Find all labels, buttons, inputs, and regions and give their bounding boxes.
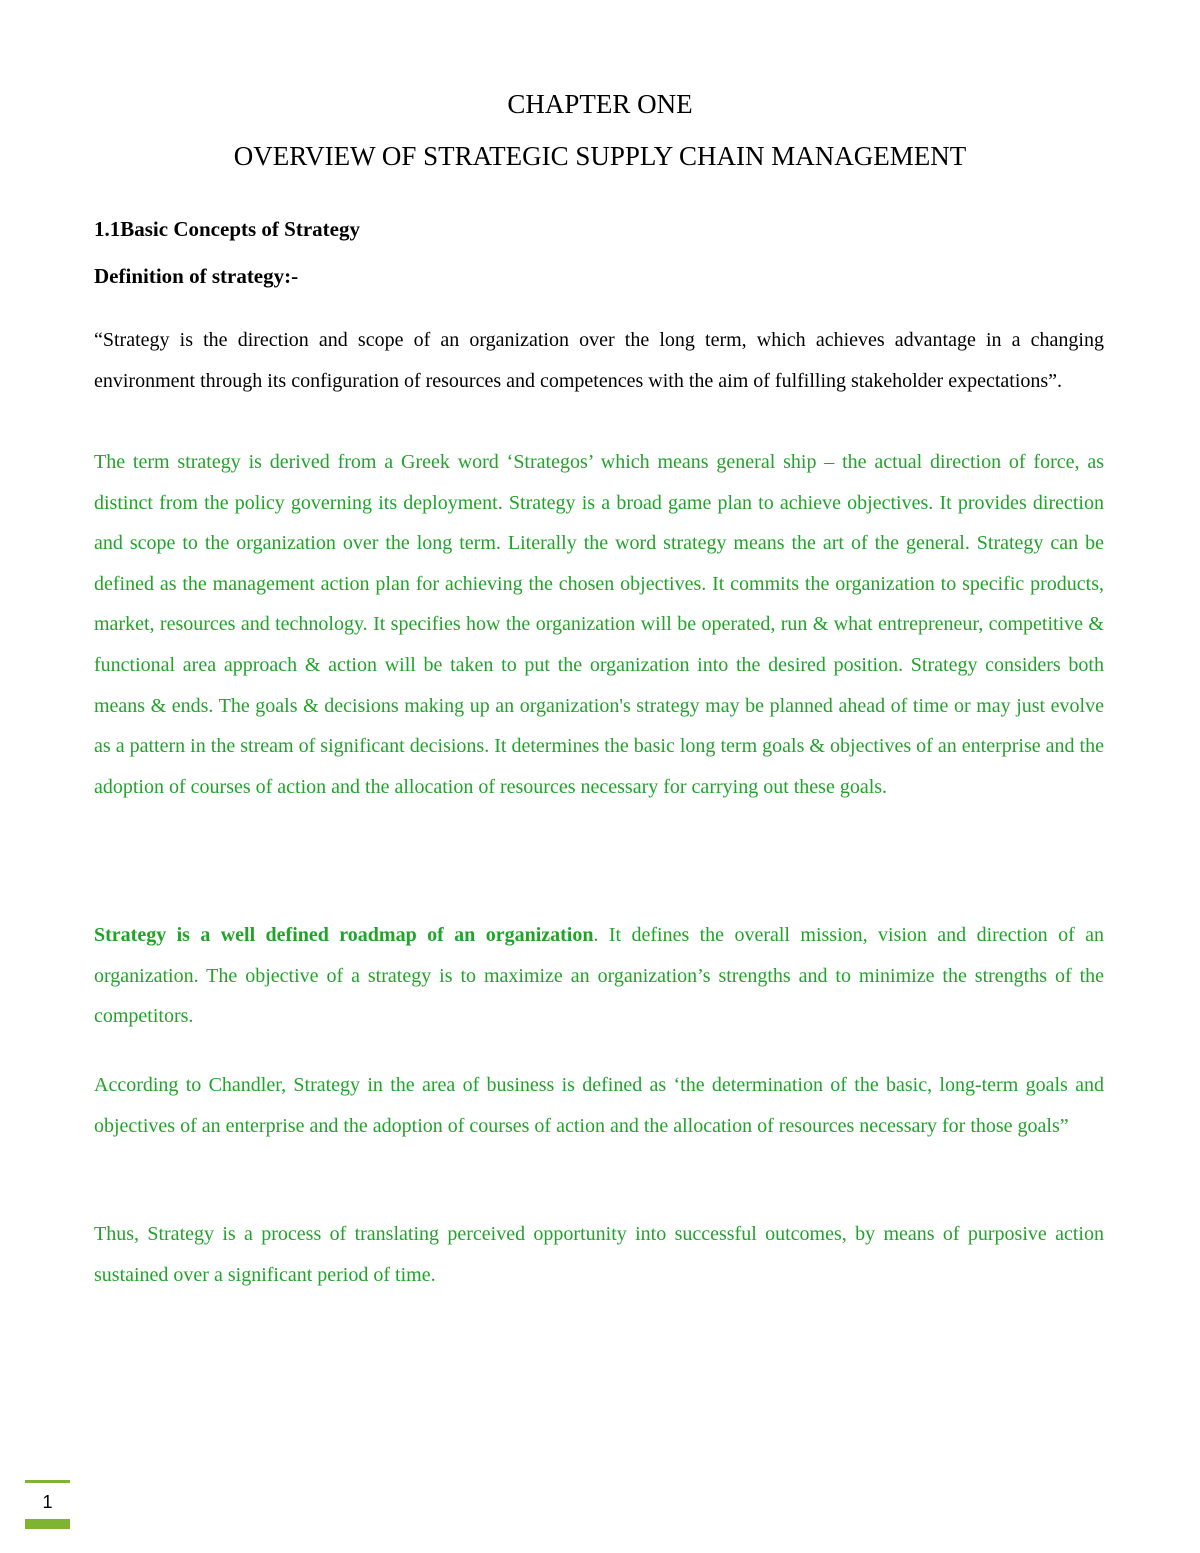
roadmap-text — [94, 915, 1104, 1037]
origin-text: The term strategy is derived from a Greek word ‘Strategos’ which means general ship – the actual direction of force, as distinct from the policy governing its deployment. Strategy is a broad game plan to achieve objectives. It provides direction and scope to the organization over the long term. Literally the word strategy means the art of the general. Strategy can be defined as the management action plan for achieving the chosen objectives. It commits the organization to specific products, market, resources and technology. It specifies how the organization will be operated, run & what entrepreneur, competitive & functional area approach & action will be taken to put the organization into the desired position. Strategy considers both means & ends. The goals & decisions making up an organization's strategy may be planned ahead of time or may just evolve as a pattern in the stream of significant decisions. It determines the basic long term goals & objectives of an enterprise and the adoption of courses of action and the allocation of resources necessary for carrying out these goals. — [94, 451, 1104, 798]
roadmap-bold-text: Strategy is a well defined roadmap of an organization — [94, 924, 594, 946]
footer-top-rule — [25, 1480, 70, 1483]
chandler-text: According to Chandler, Strategy in the area of business is defined as ‘the determination of the basic, long-term goals and objectives of an enterprise and the adoption of courses of action and the allocation of resources necessary for those goals” — [94, 1074, 1104, 1137]
definition-heading: Definition of strategy:- — [94, 264, 299, 288]
page-number: 1 — [42, 1492, 53, 1512]
chapter-title: OVERVIEW OF STRATEGIC SUPPLY CHAIN MANAGEMENT — [233, 141, 967, 171]
chandler-paragraph — [94, 1065, 1104, 1146]
chapter-label: CHAPTER ONE — [507, 89, 693, 119]
section-heading: 1.1Basic Concepts of Strategy — [94, 217, 360, 241]
roadmap-paragraph — [94, 915, 1104, 1037]
strategy-definition-quote — [94, 320, 1104, 401]
roadmap-rest-text: . It defines the overall mission, vision and direction of an organization. The objective of a strategy is to maximize an organization’s strengths and to minimize the strengths of the competitors. — [94, 924, 1104, 1028]
strategy-origin-paragraph — [94, 442, 1104, 807]
quote-text: “Strategy is the direction and scope of an organization over the long term, which achieves advantage in a changing environment through its configuration of resources and competences with the aim of fulfilling stakeholder expectations”. — [94, 329, 1104, 392]
footer-bottom-rule — [25, 1519, 70, 1529]
thus-text: Thus, Strategy is a process of translating perceived opportunity into successful outcomes, by means of purposive action sustained over a significant period of time. — [94, 1223, 1104, 1286]
thus-paragraph — [94, 1214, 1104, 1295]
